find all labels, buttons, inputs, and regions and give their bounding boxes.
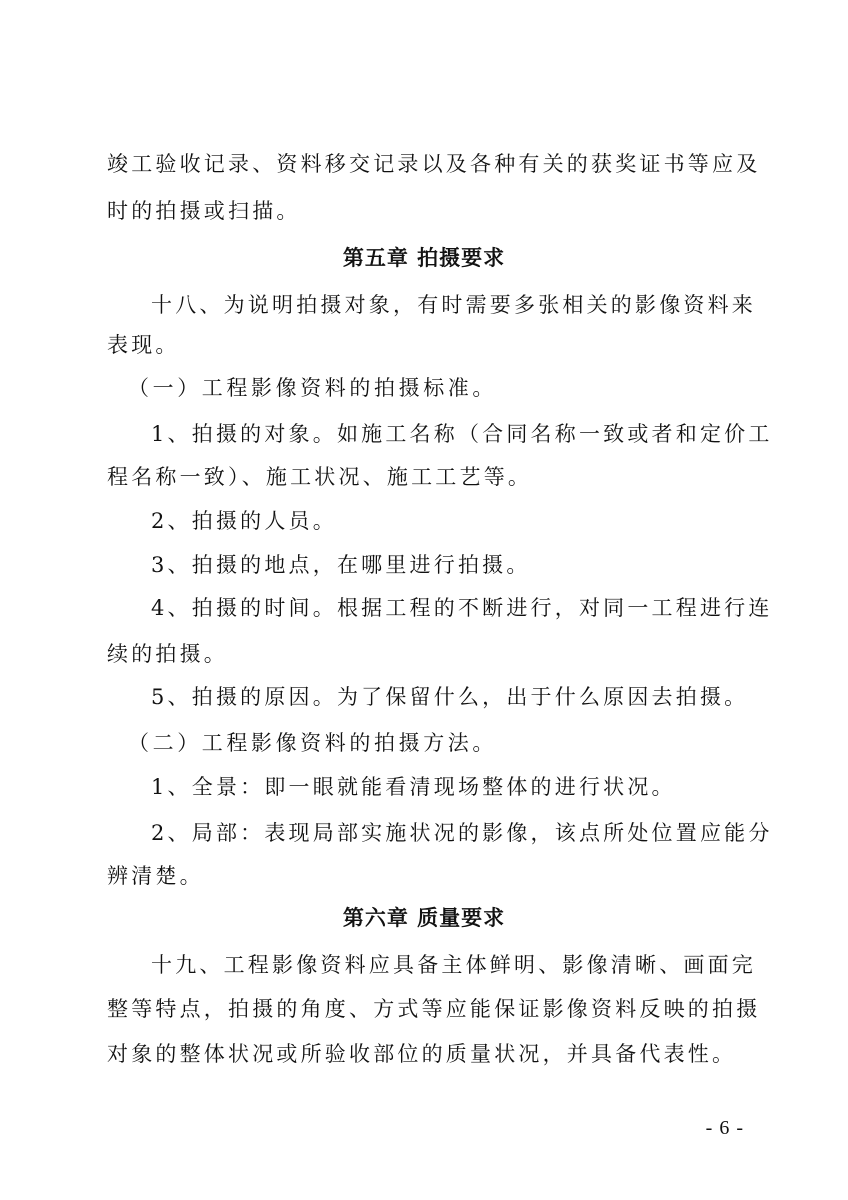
paragraph-line: 竣工验收记录、资料移交记录以及各种有关的获奖证书等应及 [107, 152, 761, 176]
paragraph-line: 十八、为说明拍摄对象，有时需要多张相关的影像资料来 [151, 293, 756, 317]
list-item: 3、拍摄的地点，在哪里进行拍摄。 [151, 553, 531, 577]
paragraph-line: 表现。 [107, 333, 180, 357]
section-heading: （二）工程影像资料的拍摄方法。 [128, 731, 497, 755]
section-heading: （一）工程影像资料的拍摄标准。 [128, 376, 497, 400]
paragraph-line: 十九、工程影像资料应具备主体鲜明、影像清晰、画面完 [151, 953, 756, 977]
paragraph-line: 程名称一致）、施工状况、施工工艺等。 [107, 465, 533, 489]
chapter-heading-6: 第六章 质量要求 [342, 906, 506, 930]
list-item: 1、全景：即一眼就能看清现场整体的进行状况。 [151, 775, 676, 799]
page-number: - 6 - [705, 1117, 744, 1139]
list-item: 4、拍摄的时间。根据工程的不断进行，对同一工程进行连 [151, 596, 773, 620]
list-item: 2、局部：表现局部实施状况的影像，该点所处位置应能分 [151, 821, 773, 845]
list-item: 2、拍摄的人员。 [151, 509, 337, 533]
chapter-heading-5: 第五章 拍摄要求 [342, 246, 506, 270]
paragraph-line: 续的拍摄。 [107, 642, 228, 666]
paragraph-line: 辨清楚。 [107, 864, 204, 888]
paragraph-line: 对象的整体状况或所验收部位的质量状况，并具备代表性。 [107, 1042, 737, 1066]
list-item: 5、拍摄的原因。为了保留什么，出于什么原因去拍摄。 [151, 685, 749, 709]
paragraph-line: 整等特点，拍摄的角度、方式等应能保证影像资料反映的拍摄 [107, 997, 761, 1021]
paragraph-line: 时的拍摄或扫描。 [107, 199, 301, 223]
list-item: 1、拍摄的对象。如施工名称（合同名称一致或者和定价工 [151, 422, 773, 446]
